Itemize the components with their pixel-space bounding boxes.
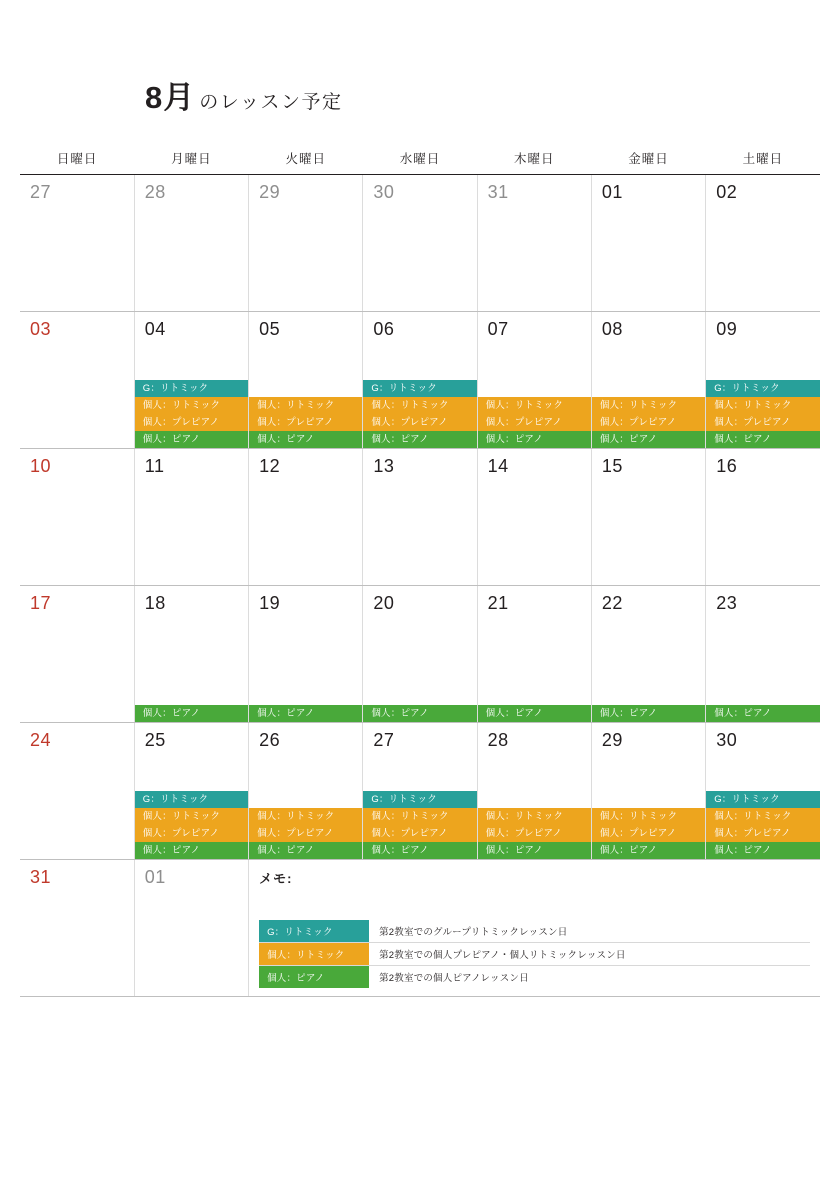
event-chip[interactable]: 個人：リトミック <box>135 397 248 414</box>
day-events <box>135 791 248 859</box>
calendar-day-cell[interactable] <box>706 312 820 449</box>
day-number: 17 <box>30 593 52 613</box>
lesson-calendar <box>20 143 820 997</box>
legend-description: 第2教室での個人ピアノレッスン日 <box>379 973 529 984</box>
event-chip[interactable]: 個人：プレピアノ <box>706 825 820 842</box>
event-chip[interactable]: 個人：ピアノ <box>592 705 705 722</box>
event-chip[interactable]: 個人：リトミック <box>706 808 820 825</box>
calendar-day-cell[interactable] <box>363 586 477 723</box>
day-number: 31 <box>30 867 52 887</box>
event-chip[interactable]: 個人：ピアノ <box>363 705 476 722</box>
day-number: 28 <box>144 182 166 202</box>
calendar-day-cell[interactable] <box>477 586 591 723</box>
event-chip[interactable]: G：リトミック <box>135 791 248 808</box>
calendar-week-row <box>20 449 820 586</box>
event-chip[interactable]: 個人：リトミック <box>592 397 705 414</box>
day-events <box>135 705 248 722</box>
title-subtitle: のレッスン予定 <box>199 92 343 113</box>
day-number: 26 <box>259 730 281 750</box>
event-chip[interactable]: 個人：リトミック <box>592 808 705 825</box>
calendar-week-row <box>20 312 820 449</box>
calendar-day-cell[interactable] <box>591 175 705 312</box>
weekday-header-mon: 月曜日 <box>134 143 248 175</box>
calendar-day-cell[interactable] <box>477 449 591 586</box>
day-events <box>363 791 476 859</box>
day-number: 23 <box>716 593 738 613</box>
calendar-day-cell[interactable] <box>477 312 591 449</box>
day-number: 03 <box>30 319 52 339</box>
day-number: 18 <box>144 593 166 613</box>
day-events <box>249 705 362 722</box>
calendar-week-row <box>20 723 820 860</box>
day-events <box>592 397 705 448</box>
day-events <box>706 791 820 859</box>
event-chip[interactable]: 個人：ピアノ <box>706 431 820 448</box>
day-number: 21 <box>487 593 509 613</box>
event-chip[interactable]: 個人：ピアノ <box>706 842 820 859</box>
calendar-day-cell[interactable] <box>706 723 820 860</box>
event-chip[interactable]: 個人：ピアノ <box>592 431 705 448</box>
day-number: 15 <box>601 456 623 476</box>
calendar-day-cell[interactable] <box>363 175 477 312</box>
day-events <box>478 705 591 722</box>
legend-chip: 個人：リトミック <box>259 943 369 965</box>
event-chip[interactable]: G：リトミック <box>706 791 820 808</box>
day-number: 14 <box>487 456 509 476</box>
title-month: 8月 <box>145 80 196 115</box>
day-events <box>363 380 476 448</box>
day-number: 29 <box>601 730 623 750</box>
calendar-day-cell[interactable] <box>363 312 477 449</box>
day-events <box>478 397 591 448</box>
day-number: 05 <box>259 319 281 339</box>
calendar-day-cell[interactable] <box>591 586 705 723</box>
event-chip[interactable]: 個人：ピアノ <box>135 431 248 448</box>
day-number: 10 <box>30 456 52 476</box>
day-events <box>592 808 705 859</box>
day-number: 12 <box>259 456 281 476</box>
calendar-week-row <box>20 586 820 723</box>
calendar-last-row <box>20 860 820 997</box>
day-number: 20 <box>373 593 395 613</box>
event-chip[interactable]: G：リトミック <box>706 380 820 397</box>
day-events <box>706 380 820 448</box>
day-events <box>478 808 591 859</box>
weekday-header-tue: 火曜日 <box>249 143 363 175</box>
event-chip[interactable]: 個人：プレピアノ <box>706 414 820 431</box>
legend-chip: G：リトミック <box>259 920 369 942</box>
day-number: 27 <box>30 182 52 202</box>
calendar-day-cell[interactable] <box>20 586 134 723</box>
event-chip[interactable]: 個人：プレピアノ <box>363 825 476 842</box>
event-chip[interactable]: 個人：ピアノ <box>478 431 591 448</box>
day-number: 27 <box>373 730 395 750</box>
day-number: 29 <box>259 182 281 202</box>
day-number: 13 <box>373 456 395 476</box>
event-chip[interactable]: 個人：リトミック <box>363 397 476 414</box>
calendar-day-cell[interactable] <box>134 860 248 997</box>
calendar-day-cell[interactable] <box>591 723 705 860</box>
event-chip[interactable]: 個人：プレピアノ <box>135 414 248 431</box>
calendar-day-cell[interactable] <box>477 723 591 860</box>
event-chip[interactable]: 個人：プレピアノ <box>592 825 705 842</box>
event-chip[interactable]: 個人：ピアノ <box>592 842 705 859</box>
weekday-header-fri: 金曜日 <box>591 143 705 175</box>
event-chip[interactable]: 個人：プレピアノ <box>249 414 362 431</box>
calendar-day-cell[interactable] <box>477 175 591 312</box>
day-events <box>249 808 362 859</box>
calendar-day-cell[interactable] <box>363 723 477 860</box>
day-number: 06 <box>373 319 395 339</box>
event-chip[interactable]: 個人：リトミック <box>249 808 362 825</box>
calendar-day-cell[interactable] <box>363 449 477 586</box>
day-number: 07 <box>487 319 509 339</box>
event-chip[interactable]: 個人：リトミック <box>706 397 820 414</box>
weekday-header-wed: 水曜日 <box>363 143 477 175</box>
event-chip[interactable]: 個人：ピアノ <box>363 842 476 859</box>
day-events <box>363 705 476 722</box>
event-chip[interactable]: 個人：ピアノ <box>249 705 362 722</box>
weekday-header-row <box>20 143 820 175</box>
day-number: 24 <box>30 730 52 750</box>
event-chip[interactable]: 個人：プレピアノ <box>249 825 362 842</box>
day-number: 04 <box>144 319 166 339</box>
calendar-day-cell[interactable] <box>591 449 705 586</box>
event-chip[interactable]: 個人：プレピアノ <box>363 414 476 431</box>
calendar-body <box>20 175 820 997</box>
calendar-week-row <box>20 175 820 312</box>
day-number: 31 <box>487 182 509 202</box>
event-chip[interactable]: 個人：プレピアノ <box>478 825 591 842</box>
legend <box>259 920 810 988</box>
legend-row <box>259 920 810 943</box>
day-number: 30 <box>373 182 395 202</box>
calendar-day-cell[interactable] <box>20 175 134 312</box>
event-chip[interactable]: 個人：プレピアノ <box>135 825 248 842</box>
calendar-header <box>20 143 820 175</box>
event-chip[interactable]: 個人：ピアノ <box>249 842 362 859</box>
weekday-header-thu: 木曜日 <box>477 143 591 175</box>
calendar-day-cell[interactable] <box>134 449 248 586</box>
legend-row <box>259 966 810 988</box>
event-chip[interactable]: 個人：リトミック <box>478 397 591 414</box>
calendar-day-cell[interactable] <box>249 586 363 723</box>
day-events <box>592 705 705 722</box>
legend-row <box>259 943 810 966</box>
calendar-day-cell[interactable] <box>20 723 134 860</box>
event-chip[interactable]: 個人：ピアノ <box>135 705 248 722</box>
day-number: 11 <box>144 456 165 476</box>
day-number: 25 <box>144 730 166 750</box>
calendar-day-cell[interactable] <box>706 175 820 312</box>
day-number: 02 <box>716 182 738 202</box>
calendar-day-cell[interactable] <box>249 449 363 586</box>
calendar-day-cell[interactable] <box>706 586 820 723</box>
calendar-day-cell[interactable] <box>134 723 248 860</box>
event-chip[interactable]: 個人：リトミック <box>478 808 591 825</box>
event-chip[interactable]: G：リトミック <box>363 791 476 808</box>
day-number: 19 <box>259 593 281 613</box>
legend-description: 第2教室での個人プレピアノ・個人リトミックレッスン日 <box>379 950 626 961</box>
day-events <box>706 705 820 722</box>
day-number: 08 <box>601 319 623 339</box>
calendar-day-cell[interactable] <box>20 449 134 586</box>
calendar-day-cell[interactable] <box>706 449 820 586</box>
event-chip[interactable]: 個人：プレピアノ <box>478 414 591 431</box>
event-chip[interactable]: 個人：ピアノ <box>135 842 248 859</box>
event-chip[interactable]: 個人：リトミック <box>363 808 476 825</box>
weekday-header-sun: 日曜日 <box>20 143 134 175</box>
calendar-day-cell[interactable] <box>134 586 248 723</box>
event-chip[interactable]: 個人：ピアノ <box>478 705 591 722</box>
page-title <box>145 72 343 117</box>
calendar-day-cell[interactable] <box>249 312 363 449</box>
event-chip[interactable]: 個人：プレピアノ <box>592 414 705 431</box>
day-number: 16 <box>716 456 738 476</box>
calendar-day-cell[interactable] <box>249 723 363 860</box>
calendar-day-cell[interactable] <box>134 175 248 312</box>
day-number: 01 <box>144 867 166 887</box>
day-events <box>135 380 248 448</box>
day-events <box>249 397 362 448</box>
event-chip[interactable]: 個人：リトミック <box>249 397 362 414</box>
event-chip[interactable]: G：リトミック <box>363 380 476 397</box>
calendar-day-cell[interactable] <box>249 175 363 312</box>
event-chip[interactable]: 個人：ピアノ <box>478 842 591 859</box>
day-number: 30 <box>716 730 738 750</box>
day-number: 09 <box>716 319 738 339</box>
calendar-day-cell[interactable] <box>134 312 248 449</box>
event-chip[interactable]: 個人：ピアノ <box>249 431 362 448</box>
day-number: 01 <box>601 182 623 202</box>
calendar-day-cell[interactable] <box>591 312 705 449</box>
calendar-day-cell[interactable] <box>20 860 134 997</box>
event-chip[interactable]: G：リトミック <box>135 380 248 397</box>
event-chip[interactable]: 個人：リトミック <box>135 808 248 825</box>
day-number: 22 <box>601 593 623 613</box>
memo-title: メモ: <box>259 871 293 886</box>
event-chip[interactable]: 個人：ピアノ <box>706 705 820 722</box>
event-chip[interactable]: 個人：ピアノ <box>363 431 476 448</box>
calendar-day-cell[interactable] <box>20 312 134 449</box>
memo-cell <box>249 860 820 997</box>
legend-description: 第2教室でのグループリトミックレッスン日 <box>379 927 568 938</box>
legend-chip: 個人：ピアノ <box>259 966 369 988</box>
day-number: 28 <box>487 730 509 750</box>
weekday-header-sat: 土曜日 <box>706 143 820 175</box>
